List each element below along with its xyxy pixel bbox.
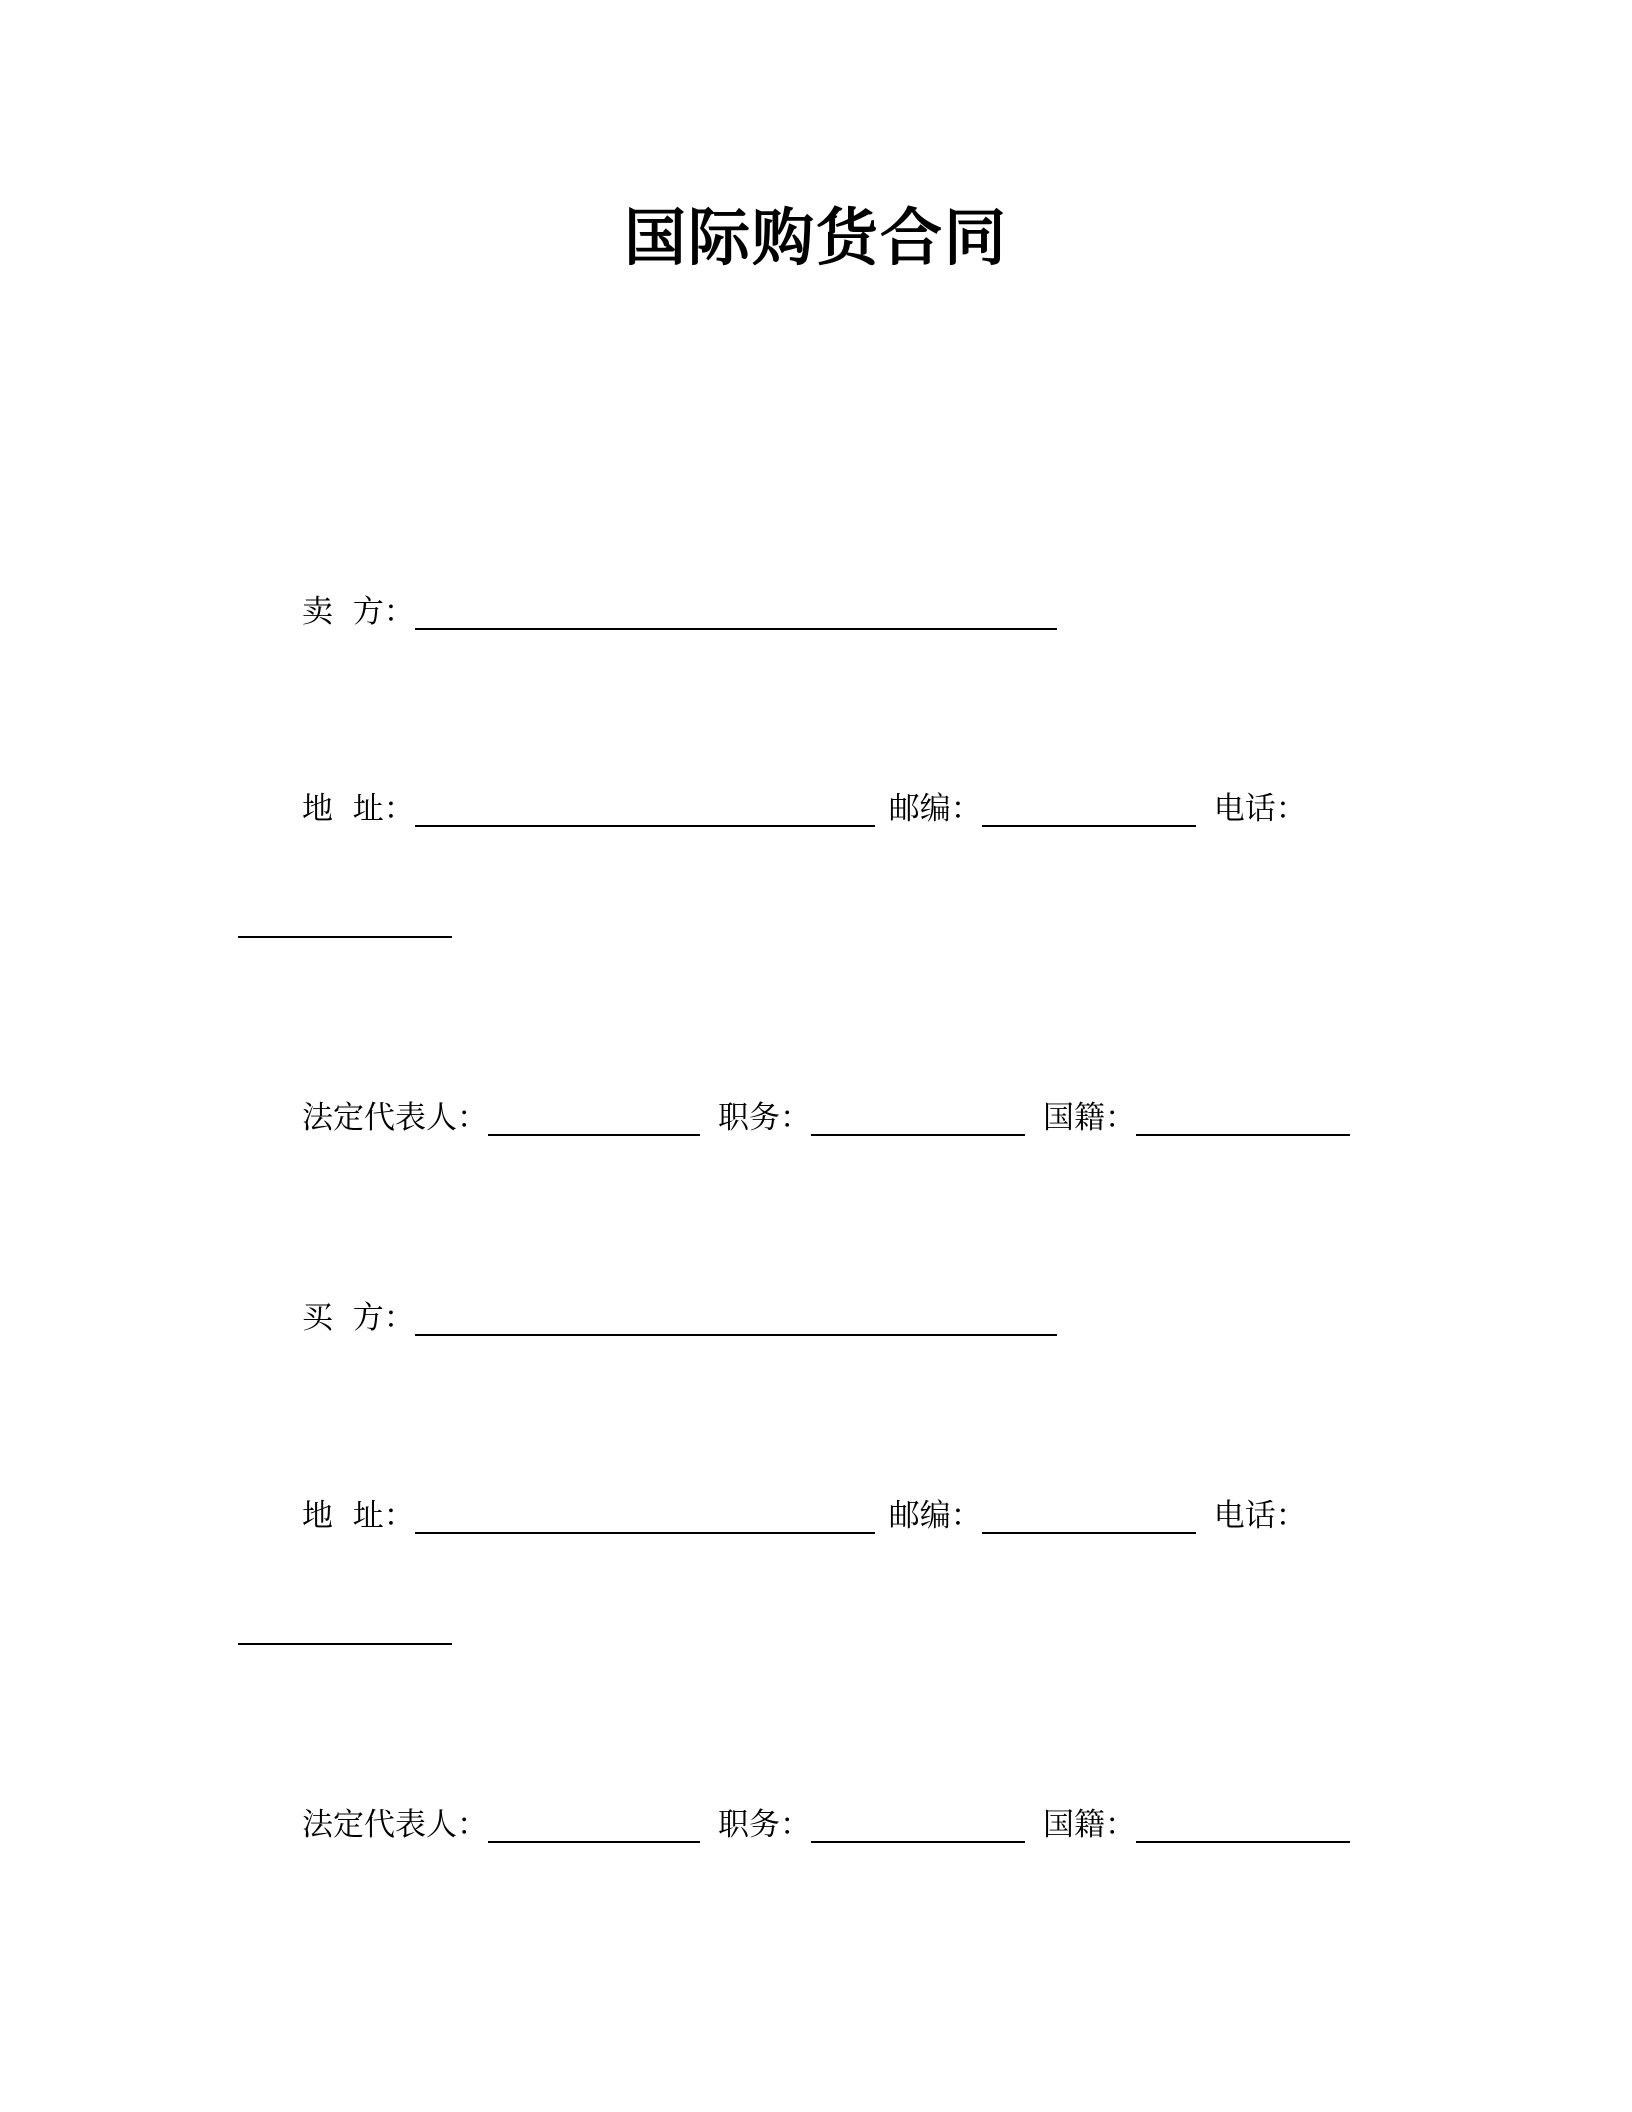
buyer-legal-rep-line	[302, 1803, 1350, 1847]
seller-phone-field[interactable]	[238, 934, 452, 938]
buyer-phone-label: 电话：	[1213, 1498, 1307, 1534]
buyer-postcode-label: 邮编：	[888, 1498, 982, 1534]
seller-address-field[interactable]	[415, 795, 875, 827]
seller-legal-rep-line	[302, 1096, 1350, 1140]
buyer-legal-rep-field[interactable]	[488, 1811, 700, 1843]
seller-party-label: 卖 方：	[302, 594, 415, 630]
seller-position-label: 职务：	[718, 1100, 811, 1136]
buyer-address-label: 地 址：	[302, 1498, 415, 1534]
buyer-nationality-field[interactable]	[1136, 1811, 1350, 1843]
buyer-party-line	[302, 1296, 1057, 1340]
buyer-address-field[interactable]	[415, 1502, 875, 1534]
buyer-postcode-field[interactable]	[982, 1502, 1196, 1534]
buyer-legal-rep-label: 法定代表人：	[302, 1807, 488, 1843]
buyer-party-label: 买 方：	[302, 1300, 415, 1336]
buyer-position-label: 职务：	[718, 1807, 811, 1843]
seller-postcode-label: 邮编：	[888, 791, 982, 827]
seller-position-field[interactable]	[811, 1104, 1025, 1136]
seller-address-line	[302, 787, 1307, 831]
seller-legal-rep-label: 法定代表人：	[302, 1100, 488, 1136]
page-title: 国际购货合同	[623, 201, 1008, 274]
seller-address-label: 地 址：	[302, 791, 415, 827]
seller-phone-label: 电话：	[1213, 791, 1307, 827]
buyer-party-field[interactable]	[415, 1304, 1057, 1336]
seller-postcode-field[interactable]	[982, 795, 1196, 827]
seller-party-field[interactable]	[415, 598, 1057, 630]
seller-legal-rep-field[interactable]	[488, 1104, 700, 1136]
buyer-position-field[interactable]	[811, 1811, 1025, 1843]
seller-nationality-label: 国籍：	[1043, 1100, 1136, 1136]
seller-party-line	[302, 590, 1057, 634]
buyer-address-line	[302, 1494, 1307, 1538]
seller-nationality-field[interactable]	[1136, 1104, 1350, 1136]
buyer-phone-field[interactable]	[238, 1641, 452, 1645]
buyer-nationality-label: 国籍：	[1043, 1807, 1136, 1843]
